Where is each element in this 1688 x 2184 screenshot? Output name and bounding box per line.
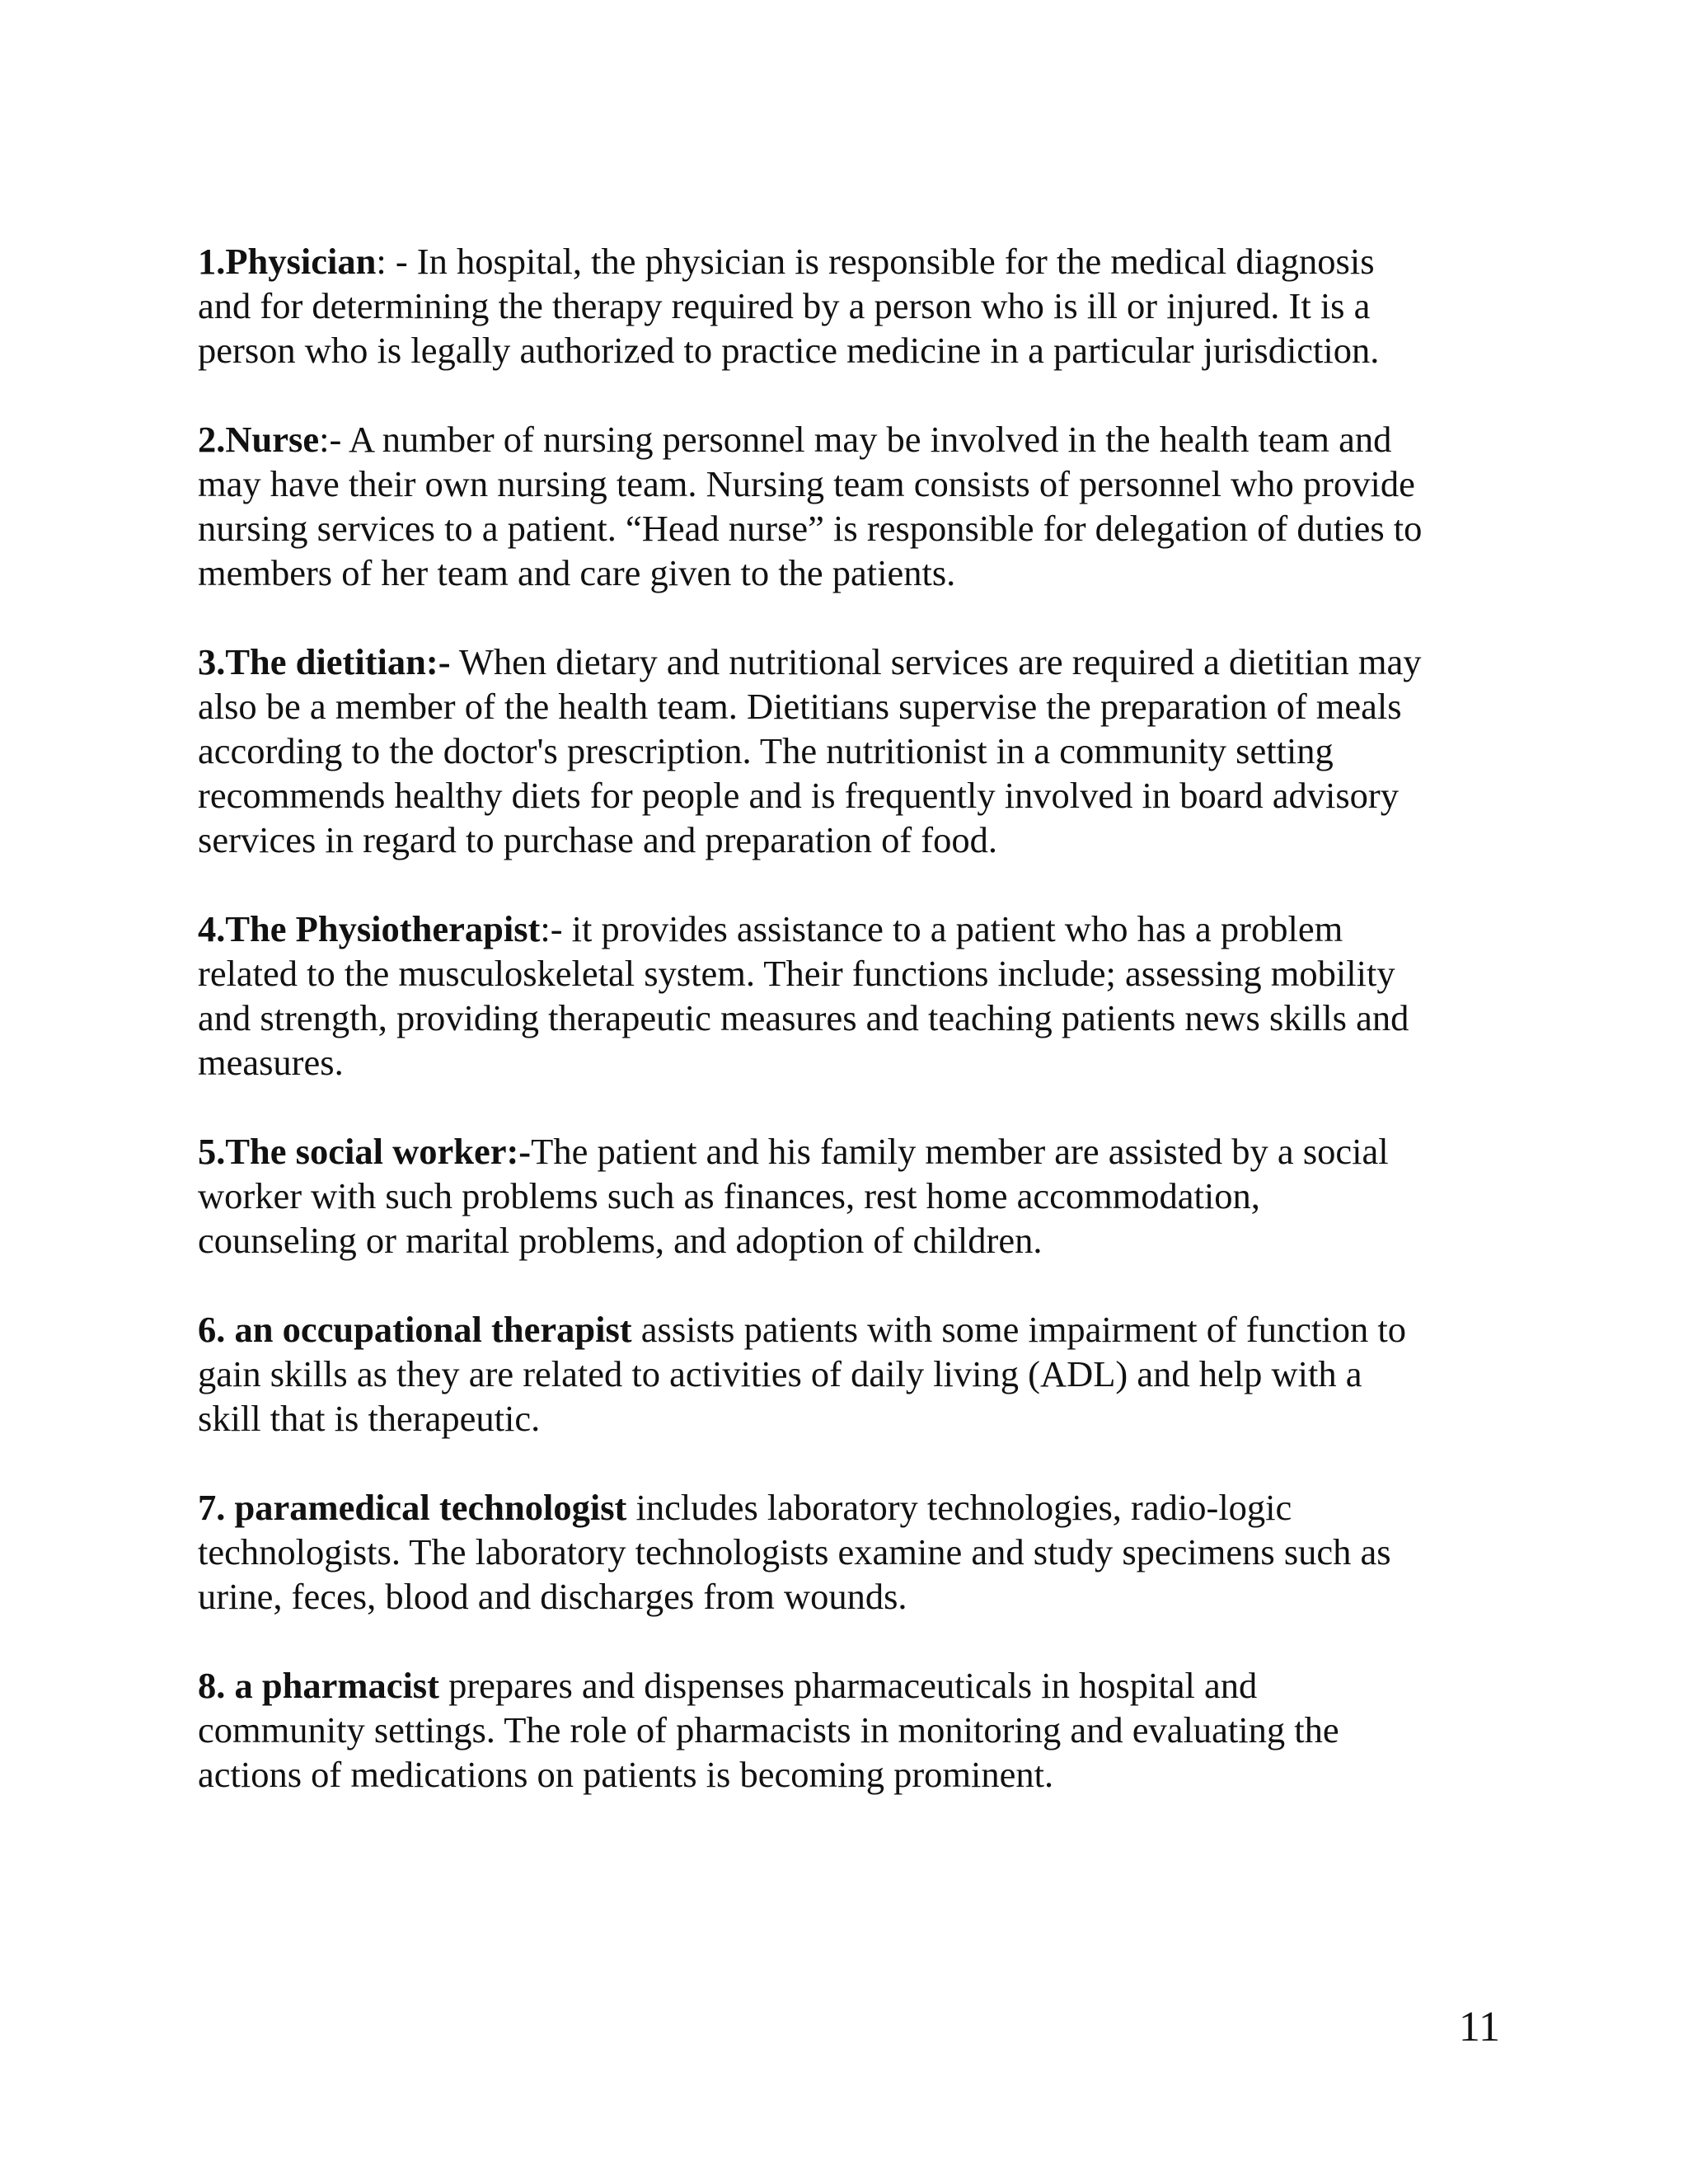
entry-text: The patient and his family member are assisted by a social xyxy=(531,1131,1389,1172)
entry-term: 7. paramedical technologist xyxy=(198,1487,627,1528)
entry-pharmacist xyxy=(198,1663,1500,1797)
entry-line: urine, feces, blood and discharges from wounds. xyxy=(198,1576,907,1617)
entry-social-worker xyxy=(198,1129,1500,1263)
entry-term: 2.Nurse xyxy=(198,419,320,460)
entry-line: nursing services to a patient. “Head nurse” is responsible for delegation of duties to xyxy=(198,508,1423,549)
entry-line xyxy=(198,1663,1500,1708)
entry-line: members of her team and care given to the patients. xyxy=(198,552,956,593)
entry-line xyxy=(198,1485,1500,1530)
entry-line: and strength, providing therapeutic measures and teaching patients news skills and xyxy=(198,997,1409,1038)
entry-line xyxy=(198,1307,1500,1352)
entry-line: gain skills as they are related to activities of daily living (ADL) and help with a xyxy=(198,1353,1362,1394)
entry-line xyxy=(198,417,1500,462)
entry-line: technologists. The laboratory technologists examine and study specimens such as xyxy=(198,1531,1391,1572)
entry-text: :- A number of nursing personnel may be involved in the health team and xyxy=(319,419,1392,460)
entry-term: 6. an occupational therapist xyxy=(198,1309,632,1350)
entry-line: according to the doctor's prescription. The nutritionist in a community setting xyxy=(198,730,1334,771)
entry-text: assists patients with some impairment of function to xyxy=(631,1309,1406,1350)
entry-line: recommends healthy diets for people and is frequently involved in board advisory xyxy=(198,775,1399,816)
entry-line: related to the musculoskeletal system. Their functions include; assessing mobility xyxy=(198,953,1395,994)
document-body xyxy=(198,239,1500,1841)
entry-text: : - In hospital, the physician is responsible for the medical diagnosis xyxy=(376,241,1375,282)
entry-line xyxy=(198,239,1500,284)
entry-term: 8. a pharmacist xyxy=(198,1665,439,1706)
entry-occupational-therapist xyxy=(198,1307,1500,1441)
entry-term: 3.The dietitian:- xyxy=(198,641,451,682)
entry-dietitian xyxy=(198,640,1500,862)
entry-term: 1.Physician xyxy=(198,241,377,282)
entry-physiotherapist xyxy=(198,907,1500,1085)
entry-line xyxy=(198,907,1500,951)
entry-paramedical-technologist xyxy=(198,1485,1500,1619)
entry-line: actions of medications on patients is becoming prominent. xyxy=(198,1754,1054,1795)
entry-text: When dietary and nutritional services are required a dietitian may xyxy=(450,641,1422,682)
entry-line: services in regard to purchase and preparation of food. xyxy=(198,819,997,860)
entry-term: 4.The Physiotherapist xyxy=(198,908,541,949)
entry-line: worker with such problems such as finances, rest home accommodation, xyxy=(198,1175,1260,1216)
entry-line: may have their own nursing team. Nursing team consists of personnel who provide xyxy=(198,463,1415,504)
entry-line: measures. xyxy=(198,1042,344,1083)
entry-physician xyxy=(198,239,1500,373)
entry-line: counseling or marital problems, and adoption of children. xyxy=(198,1220,1043,1261)
entry-line: also be a member of the health team. Dietitians supervise the preparation of meals xyxy=(198,686,1402,727)
entry-nurse xyxy=(198,417,1500,595)
entry-line xyxy=(198,640,1500,684)
page-number: 11 xyxy=(1458,2004,1500,2050)
entry-term: 5.The social worker:- xyxy=(198,1131,532,1172)
entry-line: community settings. The role of pharmacists in monitoring and evaluating the xyxy=(198,1709,1339,1750)
entry-line xyxy=(198,1129,1500,1174)
entry-line: skill that is therapeutic. xyxy=(198,1398,541,1439)
entry-line: and for determining the therapy required by a person who is ill or injured. It is a xyxy=(198,285,1371,326)
entry-text: :- it provides assistance to a patient who has a problem xyxy=(540,908,1343,949)
entry-text: includes laboratory technologies, radio-logic xyxy=(626,1487,1292,1528)
entry-line: person who is legally authorized to practice medicine in a particular jurisdiction. xyxy=(198,330,1380,371)
entry-text: prepares and dispenses pharmaceuticals in hospital and xyxy=(438,1665,1258,1706)
